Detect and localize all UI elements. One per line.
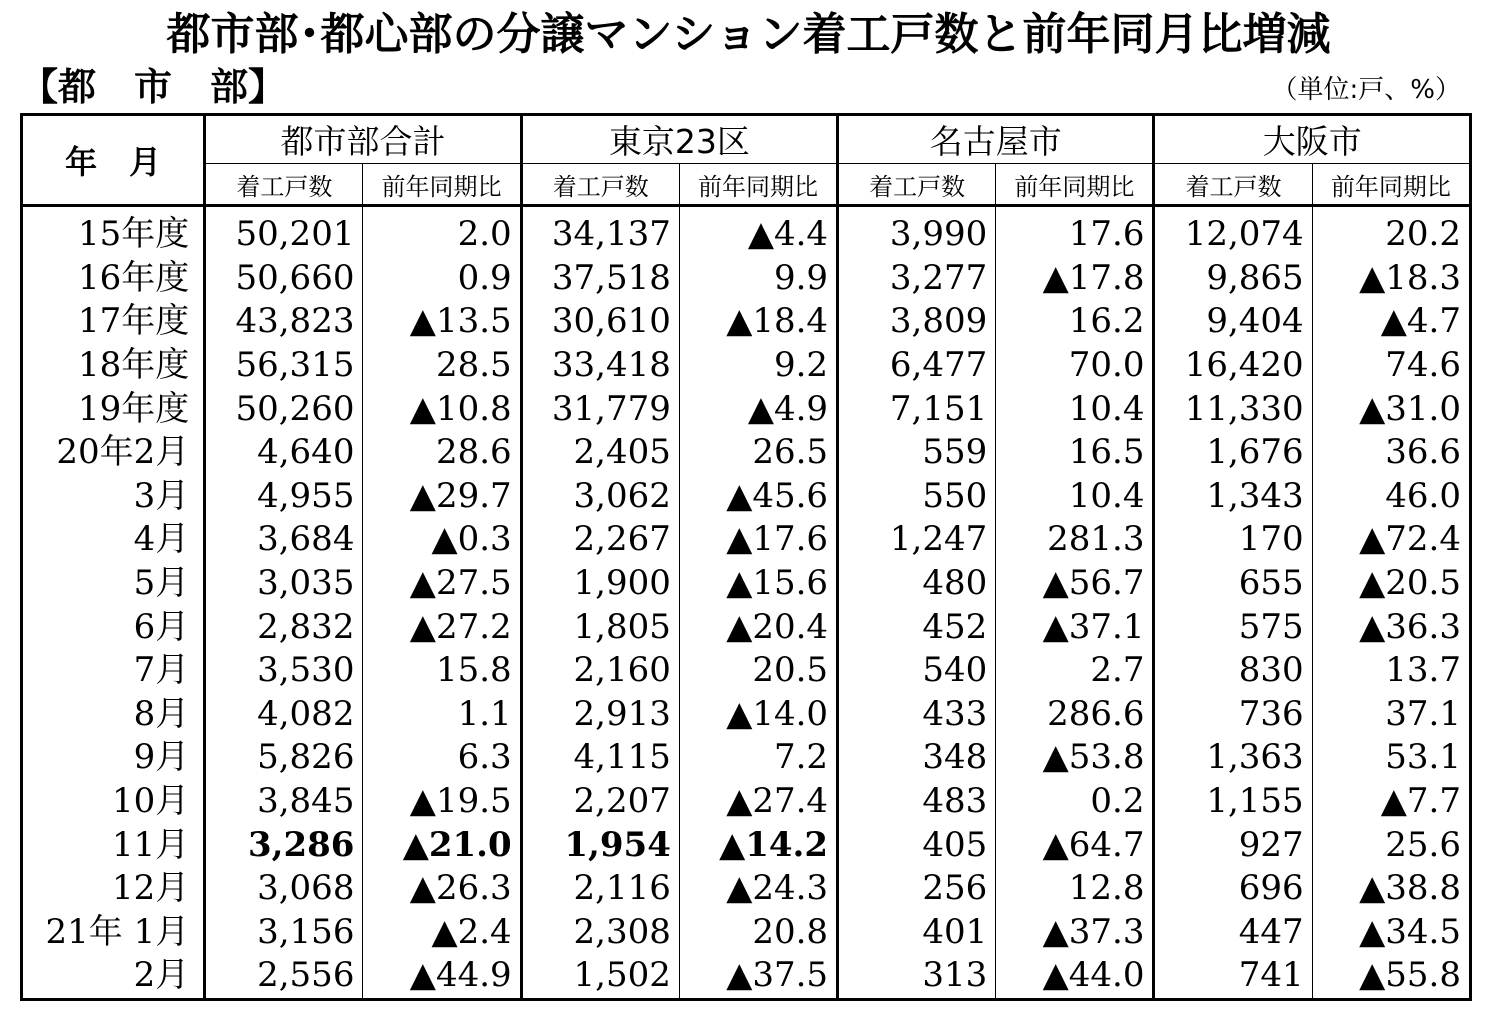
period-cell: 10月 (22, 780, 205, 824)
yoy-cell: ▲20.5 (1312, 562, 1470, 606)
yoy-cell: ▲44.9 (363, 954, 521, 999)
yoy-cell: 16.2 (996, 300, 1154, 344)
period-cell: 15年度 (22, 206, 205, 257)
sub-header-starts: 着工戸数 (521, 164, 679, 206)
yoy-cell: 9.2 (679, 344, 837, 388)
table-row (22, 518, 1471, 562)
group-header-nagoya: 名古屋市 (838, 115, 1154, 164)
yoy-cell: ▲4.9 (679, 387, 837, 431)
starts-cell: 33,418 (551, 345, 671, 386)
starts-cell: 550 (922, 475, 988, 516)
starts-cell: 1,954 (564, 824, 671, 865)
period-cell: 3月 (22, 475, 205, 519)
starts-cell: 56,315 (235, 345, 355, 386)
yoy-cell: 0.2 (996, 780, 1154, 824)
yoy-cell: ▲34.5 (1312, 911, 1470, 955)
table-row (22, 649, 1471, 693)
table-row (22, 954, 1471, 999)
yoy-cell: 36.6 (1312, 431, 1470, 475)
section-label: 【都 市 部】 (20, 65, 287, 109)
starts-cell: 3,684 (257, 519, 355, 560)
starts-cell: 559 (922, 432, 988, 473)
starts-cell: 3,530 (257, 650, 355, 691)
starts-cell: 927 (1238, 824, 1304, 865)
yoy-cell: 13.7 (1312, 649, 1470, 693)
starts-cell: 3,809 (889, 301, 988, 342)
yoy-cell: ▲31.0 (1312, 387, 1470, 431)
starts-cell: 3,277 (889, 257, 988, 298)
yoy-cell: ▲14.0 (679, 693, 837, 737)
yoy-cell: 12.8 (996, 867, 1154, 911)
sub-header-yoy: 前年同期比 (996, 164, 1154, 206)
starts-cell: 2,160 (573, 650, 671, 691)
sub-header-yoy: 前年同期比 (1312, 164, 1470, 206)
yoy-cell: 53.1 (1312, 736, 1470, 780)
starts-cell: 50,660 (235, 257, 355, 298)
starts-cell: 11,330 (1184, 388, 1304, 429)
starts-cell: 3,035 (257, 563, 355, 604)
starts-cell: 7,151 (889, 388, 988, 429)
sub-header-starts: 着工戸数 (205, 164, 363, 206)
yoy-cell: ▲56.7 (996, 562, 1154, 606)
starts-cell: 2,556 (257, 955, 355, 996)
data-table (20, 113, 1472, 1001)
yoy-cell: 28.6 (363, 431, 521, 475)
starts-cell: 405 (922, 824, 988, 865)
table-row (22, 605, 1471, 649)
starts-cell: 170 (1238, 519, 1304, 560)
month-column-header: 年 月 (22, 115, 205, 206)
period-cell: 5月 (22, 562, 205, 606)
group-header-osaka: 大阪市 (1154, 115, 1471, 164)
yoy-cell: ▲27.5 (363, 562, 521, 606)
table-body (22, 206, 1471, 1000)
starts-cell: 31,779 (551, 388, 671, 429)
starts-cell: 830 (1238, 650, 1304, 691)
starts-cell: 4,955 (257, 475, 355, 516)
starts-cell: 1,343 (1206, 475, 1304, 516)
period-cell: 4月 (22, 518, 205, 562)
starts-cell: 2,116 (573, 868, 671, 909)
table-row (22, 344, 1471, 388)
yoy-cell: ▲53.8 (996, 736, 1154, 780)
starts-cell: 50,260 (235, 388, 355, 429)
period-cell: 21年 1月 (22, 911, 205, 955)
table-row (22, 387, 1471, 431)
starts-cell: 433 (922, 693, 988, 734)
period-cell: 6月 (22, 605, 205, 649)
starts-cell: 3,990 (889, 214, 988, 255)
starts-cell: 4,082 (257, 693, 355, 734)
yoy-cell: 1.1 (363, 693, 521, 737)
yoy-cell: 37.1 (1312, 693, 1470, 737)
yoy-cell: 6.3 (363, 736, 521, 780)
yoy-cell: ▲2.4 (363, 911, 521, 955)
table-row (22, 475, 1471, 519)
yoy-cell: ▲55.8 (1312, 954, 1470, 999)
starts-cell: 34,137 (551, 214, 671, 255)
starts-cell: 3,068 (257, 868, 355, 909)
starts-cell: 43,823 (235, 301, 355, 342)
yoy-cell: ▲45.6 (679, 475, 837, 519)
table-row (22, 693, 1471, 737)
yoy-cell: ▲17.8 (996, 257, 1154, 301)
unit-label: （単位:戸、%） (1271, 75, 1461, 105)
starts-cell: 1,247 (889, 519, 988, 560)
starts-cell: 16,420 (1184, 345, 1304, 386)
yoy-cell: ▲0.3 (363, 518, 521, 562)
yoy-cell: 28.5 (363, 344, 521, 388)
table-row (22, 736, 1471, 780)
starts-cell: 313 (922, 955, 988, 996)
table-row (22, 300, 1471, 344)
starts-cell: 9,404 (1206, 301, 1304, 342)
starts-cell: 2,832 (257, 606, 355, 647)
yoy-cell: 17.6 (996, 206, 1154, 257)
starts-cell: 575 (1238, 606, 1304, 647)
sub-header-yoy: 前年同期比 (679, 164, 837, 206)
table-row (22, 780, 1471, 824)
yoy-cell: ▲7.7 (1312, 780, 1470, 824)
yoy-cell: ▲72.4 (1312, 518, 1470, 562)
sub-header-yoy: 前年同期比 (363, 164, 521, 206)
yoy-cell: 286.6 (996, 693, 1154, 737)
starts-cell: 483 (922, 781, 988, 822)
yoy-cell: ▲37.1 (996, 605, 1154, 649)
yoy-cell: 281.3 (996, 518, 1154, 562)
yoy-cell: ▲36.3 (1312, 605, 1470, 649)
starts-cell: 655 (1238, 563, 1304, 604)
starts-cell: 12,074 (1184, 214, 1304, 255)
starts-cell: 348 (922, 737, 988, 778)
starts-cell: 447 (1238, 911, 1304, 952)
yoy-cell: 7.2 (679, 736, 837, 780)
starts-cell: 2,405 (573, 432, 671, 473)
yoy-cell: ▲37.5 (679, 954, 837, 999)
yoy-cell: ▲27.2 (363, 605, 521, 649)
starts-cell: 2,207 (573, 781, 671, 822)
starts-cell: 540 (922, 650, 988, 691)
starts-cell: 741 (1238, 955, 1304, 996)
period-cell: 18年度 (22, 344, 205, 388)
starts-cell: 401 (922, 911, 988, 952)
starts-cell: 2,267 (573, 519, 671, 560)
period-cell: 19年度 (22, 387, 205, 431)
yoy-cell: ▲26.3 (363, 867, 521, 911)
starts-cell: 3,062 (573, 475, 671, 516)
starts-cell: 2,913 (573, 693, 671, 734)
yoy-cell: ▲10.8 (363, 387, 521, 431)
yoy-cell: ▲13.5 (363, 300, 521, 344)
yoy-cell: 70.0 (996, 344, 1154, 388)
starts-cell: 3,845 (257, 781, 355, 822)
starts-cell: 50,201 (235, 214, 355, 255)
yoy-cell: ▲27.4 (679, 780, 837, 824)
yoy-cell: 20.2 (1312, 206, 1470, 257)
period-cell: 12月 (22, 867, 205, 911)
table-row (22, 257, 1471, 301)
starts-cell: 452 (922, 606, 988, 647)
starts-cell: 696 (1238, 868, 1304, 909)
starts-cell: 3,286 (247, 824, 355, 865)
table-row (22, 911, 1471, 955)
yoy-cell: 15.8 (363, 649, 521, 693)
yoy-cell: ▲4.4 (679, 206, 837, 257)
yoy-cell: ▲38.8 (1312, 867, 1470, 911)
table-row (22, 867, 1471, 911)
yoy-cell: ▲14.2 (679, 823, 837, 867)
yoy-cell: 25.6 (1312, 823, 1470, 867)
yoy-cell: ▲18.4 (679, 300, 837, 344)
group-header-tokyo-23-wards: 東京23区 (521, 115, 837, 164)
yoy-cell: 9.9 (679, 257, 837, 301)
starts-cell: 1,502 (573, 955, 671, 996)
period-cell: 16年度 (22, 257, 205, 301)
period-cell: 8月 (22, 693, 205, 737)
yoy-cell: ▲18.3 (1312, 257, 1470, 301)
yoy-cell: ▲29.7 (363, 475, 521, 519)
starts-cell: 4,115 (573, 737, 671, 778)
yoy-cell: ▲20.4 (679, 605, 837, 649)
yoy-cell: ▲44.0 (996, 954, 1154, 999)
yoy-cell: 20.8 (679, 911, 837, 955)
yoy-cell: ▲21.0 (363, 823, 521, 867)
yoy-cell: 10.4 (996, 475, 1154, 519)
table-row (22, 823, 1471, 867)
yoy-cell: ▲64.7 (996, 823, 1154, 867)
period-cell: 2月 (22, 954, 205, 999)
starts-cell: 4,640 (257, 432, 355, 473)
yoy-cell: 2.7 (996, 649, 1154, 693)
starts-cell: 736 (1238, 693, 1304, 734)
table-row (22, 206, 1471, 257)
period-cell: 7月 (22, 649, 205, 693)
yoy-cell: ▲15.6 (679, 562, 837, 606)
sub-header-starts: 着工戸数 (838, 164, 996, 206)
starts-cell: 9,865 (1206, 257, 1304, 298)
page-title: 都市部･都心部の分譲マンション着工戸数と前年同月比増減 (166, 9, 1331, 60)
starts-cell: 256 (922, 868, 988, 909)
yoy-cell: 10.4 (996, 387, 1154, 431)
starts-cell: 1,676 (1206, 432, 1304, 473)
starts-cell: 1,155 (1206, 781, 1304, 822)
yoy-cell: 74.6 (1312, 344, 1470, 388)
starts-cell: 480 (922, 563, 988, 604)
sub-header-starts: 着工戸数 (1154, 164, 1312, 206)
starts-cell: 30,610 (551, 301, 671, 342)
period-cell: 17年度 (22, 300, 205, 344)
yoy-cell: ▲17.6 (679, 518, 837, 562)
starts-cell: 6,477 (889, 345, 988, 386)
yoy-cell: 26.5 (679, 431, 837, 475)
starts-cell: 1,900 (573, 563, 671, 604)
yoy-cell: 20.5 (679, 649, 837, 693)
table-row (22, 562, 1471, 606)
yoy-cell: 2.0 (363, 206, 521, 257)
yoy-cell: 46.0 (1312, 475, 1470, 519)
starts-cell: 5,826 (257, 737, 355, 778)
yoy-cell: 0.9 (363, 257, 521, 301)
yoy-cell: ▲4.7 (1312, 300, 1470, 344)
yoy-cell: ▲24.3 (679, 867, 837, 911)
starts-cell: 3,156 (257, 911, 355, 952)
yoy-cell: ▲19.5 (363, 780, 521, 824)
starts-cell: 37,518 (551, 257, 671, 298)
starts-cell: 1,805 (573, 606, 671, 647)
starts-cell: 1,363 (1206, 737, 1304, 778)
yoy-cell: ▲37.3 (996, 911, 1154, 955)
period-cell: 11月 (22, 823, 205, 867)
yoy-cell: 16.5 (996, 431, 1154, 475)
period-cell: 20年2月 (22, 431, 205, 475)
starts-cell: 2,308 (573, 911, 671, 952)
period-cell: 9月 (22, 736, 205, 780)
group-header-urban-total: 都市部合計 (205, 115, 521, 164)
table-row (22, 431, 1471, 475)
